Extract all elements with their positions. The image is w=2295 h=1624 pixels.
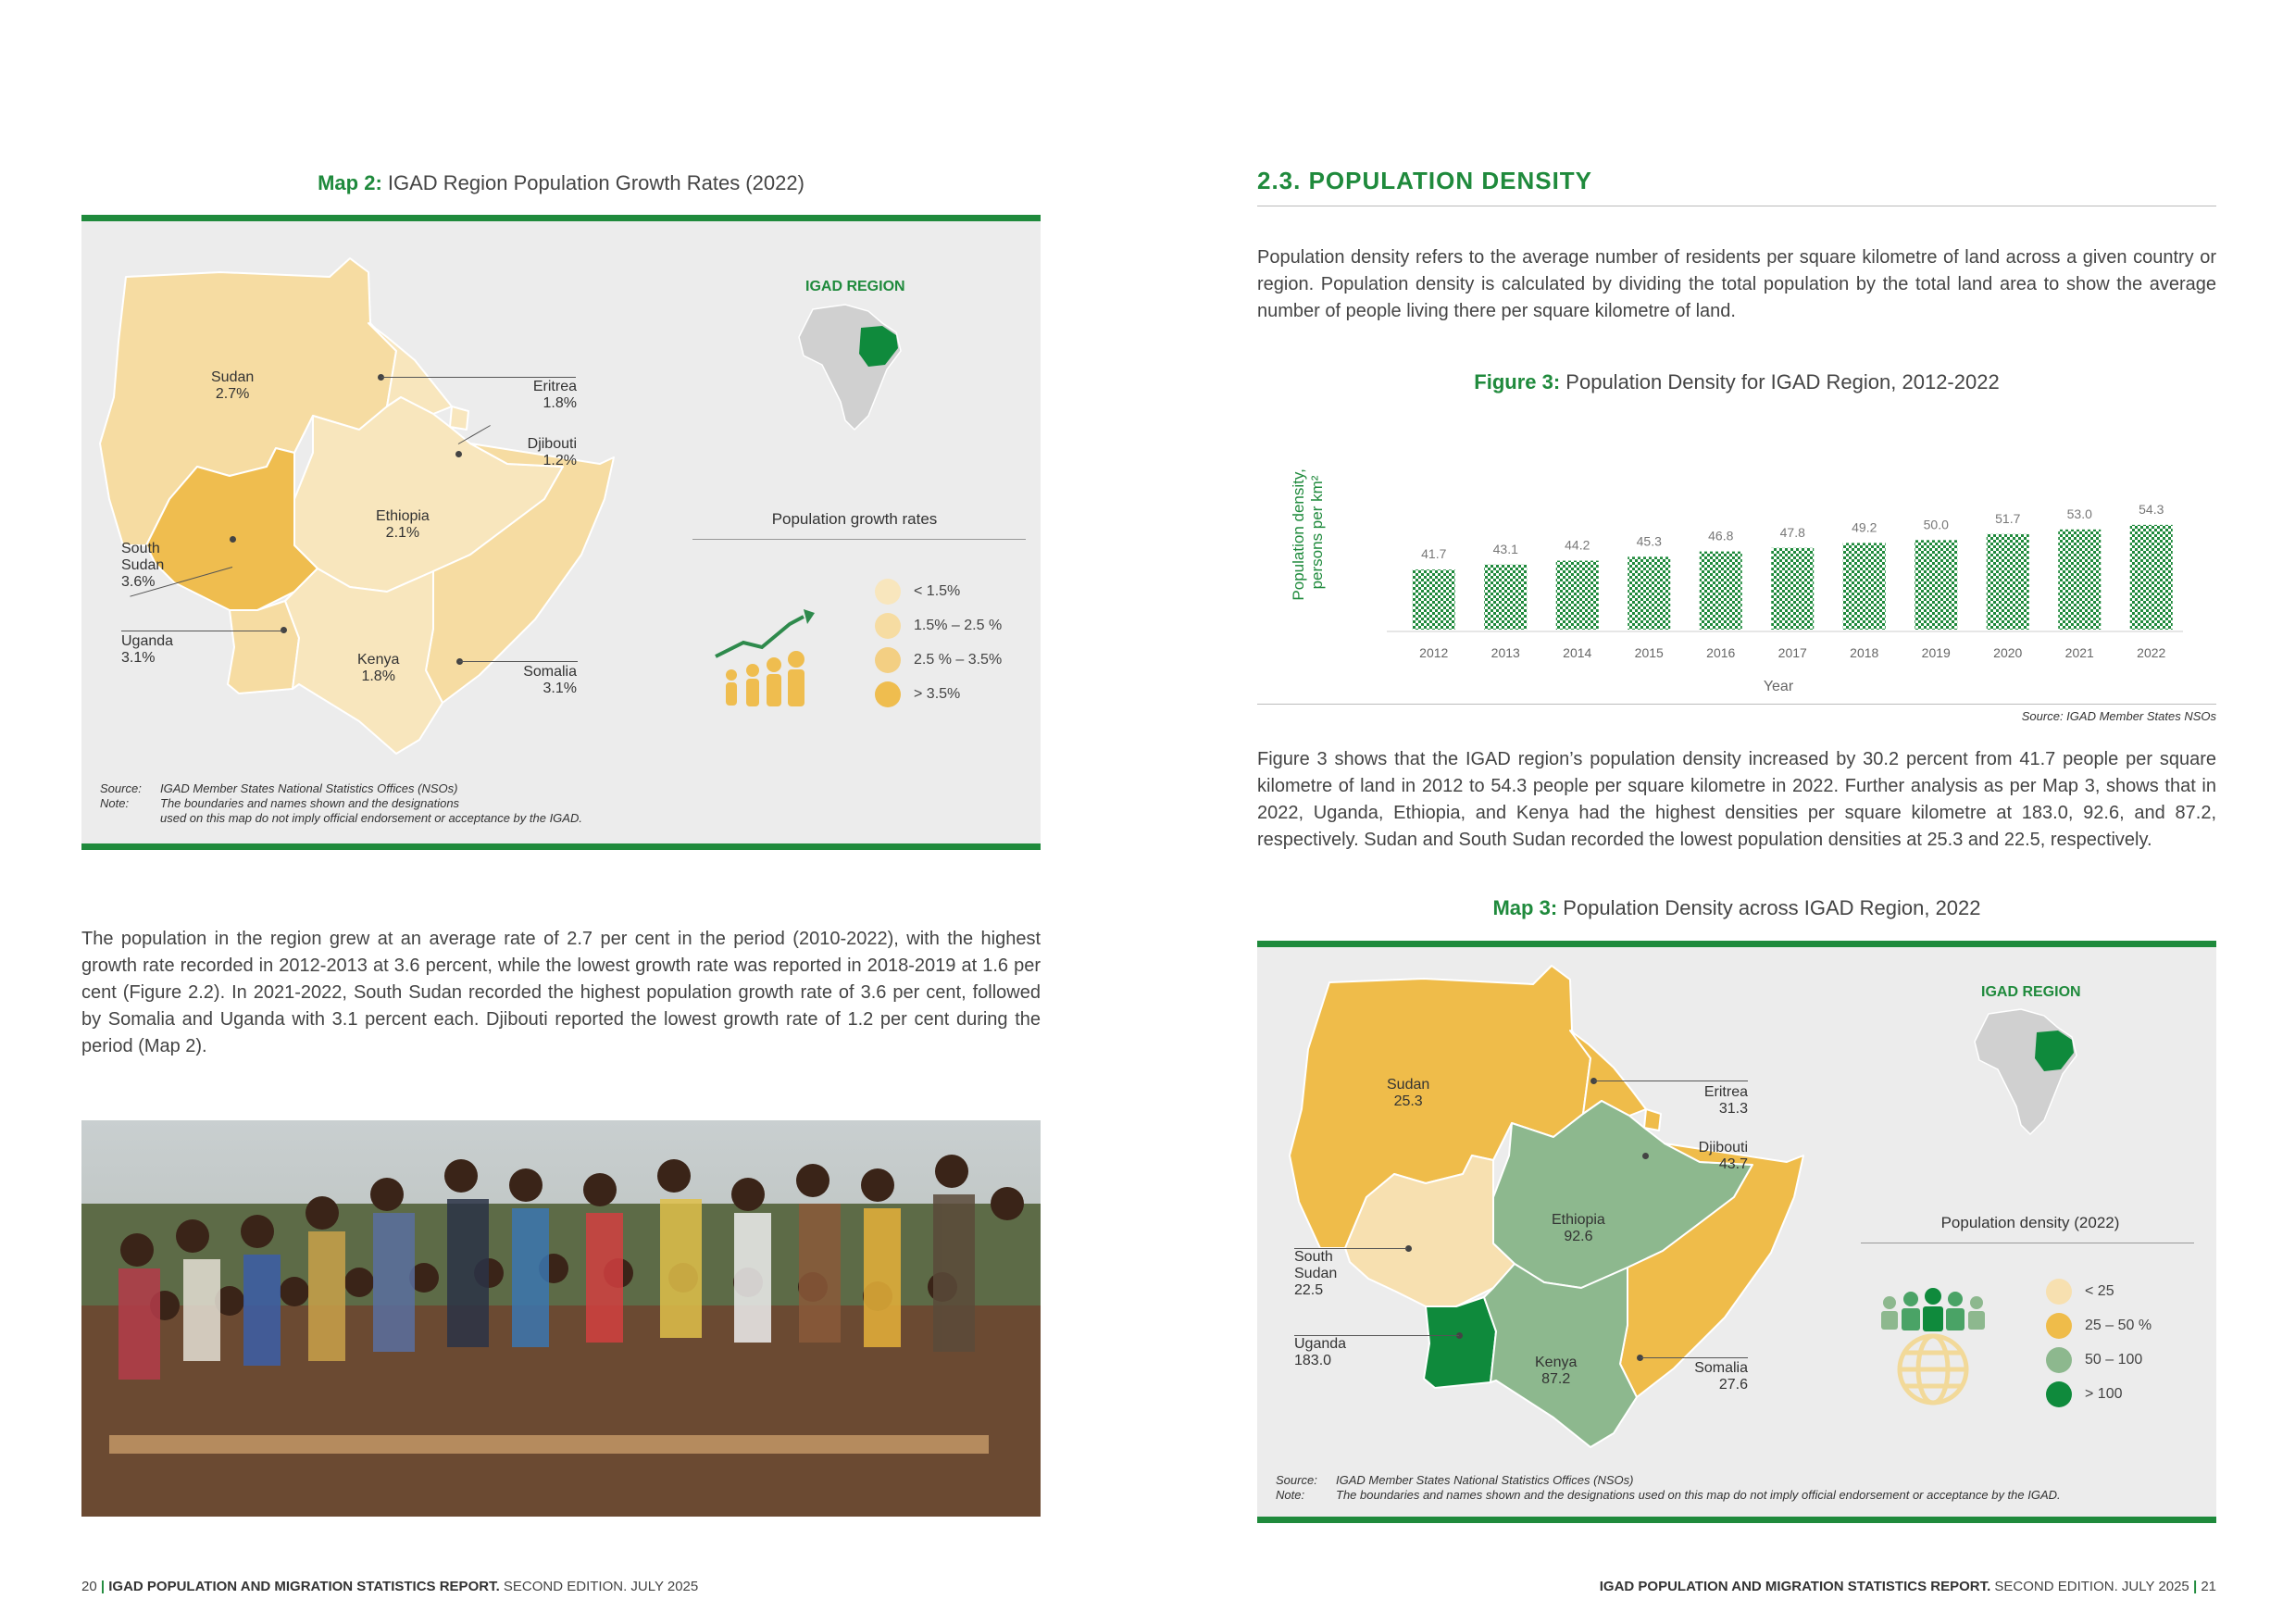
- x-axis-label: Year: [1763, 679, 1794, 694]
- bar-2012: [1413, 569, 1455, 630]
- data-label: 53.0: [2066, 506, 2092, 521]
- map3-legend-item: < 25: [2046, 1279, 2114, 1305]
- x-tick-label: 2019: [1921, 645, 1951, 660]
- x-tick-label: 2016: [1706, 645, 1736, 660]
- data-label: 54.3: [2139, 501, 2164, 517]
- bar-2022: [2130, 525, 2173, 630]
- map2-djibouti-shape: [450, 406, 468, 430]
- map2-source: Source: IGAD Member States National Statistics Offices (NSOs) Note: The boundaries and names shown and the designations used on this map do not imply official endorsement or acceptance by the IGAD.: [100, 781, 582, 825]
- map2-label-south-sudan: South Sudan 3.6%: [121, 541, 165, 590]
- map3-legend-item: 50 – 100: [2046, 1347, 2142, 1373]
- x-tick-label: 2012: [1419, 645, 1449, 660]
- map2-title: Map 2: IGAD Region Population Growth Rates (2022): [318, 171, 804, 194]
- map3-legend-item: 25 – 50 %: [2046, 1313, 2152, 1339]
- left-footer: 20 | IGAD POPULATION AND MIGRATION STATISTICS REPORT. SECOND EDITION. JULY 2025: [81, 1579, 699, 1594]
- data-label: 45.3: [1636, 533, 1662, 549]
- map2-legend-item: 2.5 % – 3.5%: [875, 647, 1002, 673]
- map2-legend-divider: [692, 539, 1026, 540]
- map2-legend-item: 1.5% – 2.5 %: [875, 613, 1002, 639]
- bar-2014: [1556, 561, 1599, 630]
- africa-outline-icon: [799, 305, 901, 430]
- map3-africa-inset: [1970, 1005, 2081, 1139]
- map3-panel: [1257, 941, 2216, 1523]
- map3-legend-item: > 100: [2046, 1381, 2122, 1407]
- legend-swatch: [2046, 1313, 2072, 1339]
- x-tick-label: 2020: [1993, 645, 2023, 660]
- map2-label-uganda: Uganda 3.1%: [121, 633, 174, 666]
- map2-africa-inset: [794, 300, 905, 434]
- map2-label-ethiopia: Ethiopia 2.1%: [376, 508, 430, 541]
- y-axis-label: Population density, persons per km²: [1290, 468, 1326, 601]
- legend-swatch: [2046, 1347, 2072, 1373]
- map3-label-djibouti: Djibouti 43.7: [1698, 1140, 1748, 1172]
- x-tick-label: 2021: [2064, 645, 2094, 660]
- data-label: 41.7: [1421, 546, 1447, 562]
- map2-legend-item: < 1.5%: [875, 579, 960, 605]
- data-label: 46.8: [1708, 528, 1734, 543]
- legend-swatch: [875, 647, 901, 673]
- bar-2019: [1915, 540, 1957, 630]
- map3-title: Map 3: Population Density across IGAD Region, 2022: [1492, 896, 1981, 919]
- data-label: 50.0: [1923, 517, 1949, 532]
- figure3-bottom-rule: [1257, 704, 2216, 705]
- legend-swatch: [875, 579, 901, 605]
- figure3-title: Figure 3: Population Density for IGAD Region, 2012-2022: [1474, 370, 2000, 394]
- map3-label-eritrea: Eritrea 31.3: [1703, 1084, 1748, 1117]
- map3-igad-region-title: IGAD REGION: [1981, 984, 2081, 1000]
- bar-2018: [1843, 543, 1886, 630]
- map3-label-kenya: Kenya 87.2: [1535, 1355, 1578, 1387]
- globe-people-icon: [1876, 1288, 1991, 1408]
- map3-dot-djibouti: [1642, 1153, 1649, 1159]
- density-paragraph: Figure 3 shows that the IGAD region’s population density increased by 30.2 percent from 41.7 people per square kilometre of land in 2012 to 54.3 people per square kilometre in 2022. Further analysis as per Map 3, shows that in 2022, Uganda, Ethiopia, and Kenya had the highest densities per square kilometre at 183.0, 92.6, and 87.2, respectively. Sudan and South Sudan recorded the lowest population densities at 25.3 and 22.5, respectively.: [1257, 749, 2216, 850]
- map2-legend-title: Population growth rates: [771, 510, 938, 528]
- map2-igad-region-title: IGAD REGION: [805, 279, 905, 294]
- map3-leader-somalia: [1640, 1357, 1748, 1358]
- data-label: 47.8: [1779, 524, 1805, 540]
- right-footer: IGAD POPULATION AND MIGRATION STATISTICS REPORT. SECOND EDITION. JULY 2025 | 21: [1599, 1579, 2216, 1594]
- x-tick-label: 2014: [1563, 645, 1592, 660]
- data-label: 51.7: [1995, 510, 2021, 526]
- map3-label-south-sudan: South Sudan 22.5: [1294, 1249, 1338, 1298]
- data-label: 44.2: [1565, 537, 1590, 553]
- crowd-photo: [81, 1120, 1041, 1517]
- x-tick-label: 2017: [1777, 645, 1807, 660]
- figure3-source: Source: IGAD Member States NSOs: [2021, 709, 2216, 723]
- map2-label-sudan: Sudan 2.7%: [211, 369, 255, 402]
- bar-2020: [1987, 534, 2029, 630]
- map3-label-somalia: Somalia 27.6: [1694, 1360, 1748, 1393]
- x-tick-label: 2022: [2137, 645, 2166, 660]
- legend-swatch: [875, 613, 901, 639]
- map2-label-djibouti: Djibouti 1.2%: [527, 436, 577, 468]
- growth-people-icon: [711, 606, 827, 712]
- map3-uganda-shape: [1424, 1297, 1496, 1388]
- data-label: 49.2: [1852, 519, 1877, 535]
- bar-2021: [2058, 530, 2101, 630]
- africa-outline-icon: [1975, 1009, 2077, 1134]
- x-tick-label: 2018: [1850, 645, 1879, 660]
- map3-legend-title: Population density (2022): [1940, 1214, 2120, 1231]
- map3-leader-south-sudan: [1294, 1248, 1407, 1249]
- left-paragraph: The population in the region grew at an average rate of 2.7 per cent in the period (2010-2022), with the highest growth rate recorded in 2012-2013 at 3.6 percent, while the lowest growth rate was reported in 2018-2019 at 1.6 per cent (Figure 2.2). In 2021-2022, South Sudan recorded the highest population growth rate of 3.6 per cent, followed by Somalia and Uganda with 3.1 percent each. Djibouti reported the lowest growth rate of 1.2 per cent during the period (Map 2).: [81, 929, 1041, 1056]
- map2-panel: [81, 215, 1041, 850]
- legend-swatch: [875, 681, 901, 707]
- legend-swatch: [2046, 1279, 2072, 1305]
- figure3-chart: [1257, 398, 2216, 704]
- section-heading: 2.3. POPULATION DENSITY: [1257, 167, 1593, 194]
- map2-label-eritrea: Eritrea 1.8%: [532, 379, 577, 411]
- map2-leader-somalia: [459, 661, 578, 662]
- map3-source: Source: IGAD Member States National Statistics Offices (NSOs) Note: The boundaries and names shown and the designations used on this map do not imply official endorsement or acceptance by the IGAD.: [1276, 1473, 2061, 1502]
- legend-swatch: [2046, 1381, 2072, 1407]
- map2-label-somalia: Somalia 3.1%: [523, 664, 577, 696]
- intro-paragraph: Population density refers to the average number of residents per square kilometre of land across a given country or region. Population density is calculated by dividing the total population by the total land area to show the average number of people living there per square kilometre of land.: [1257, 247, 2216, 321]
- map3-label-ethiopia: Ethiopia 92.6: [1552, 1212, 1605, 1244]
- bar-2016: [1700, 552, 1742, 630]
- bar-2013: [1484, 565, 1527, 630]
- data-label: 43.1: [1492, 541, 1518, 556]
- bar-2015: [1628, 556, 1670, 630]
- x-tick-label: 2015: [1634, 645, 1664, 660]
- bar-2017: [1771, 548, 1814, 630]
- map2-legend-item: > 3.5%: [875, 681, 960, 707]
- map2-dot-djibouti: [455, 451, 462, 457]
- map2-dot-south-sudan: [230, 536, 236, 543]
- x-tick-label: 2013: [1491, 645, 1520, 660]
- map2-uganda-shape: [228, 601, 299, 693]
- map2-leader-eritrea: [381, 377, 576, 378]
- map3-label-sudan: Sudan 25.3: [1387, 1077, 1430, 1109]
- map3-leader-uganda: [1294, 1335, 1459, 1336]
- map3-djibouti-shape: [1644, 1109, 1661, 1131]
- map3-label-uganda: Uganda 183.0: [1294, 1336, 1347, 1368]
- map2-label-kenya: Kenya 1.8%: [357, 652, 400, 684]
